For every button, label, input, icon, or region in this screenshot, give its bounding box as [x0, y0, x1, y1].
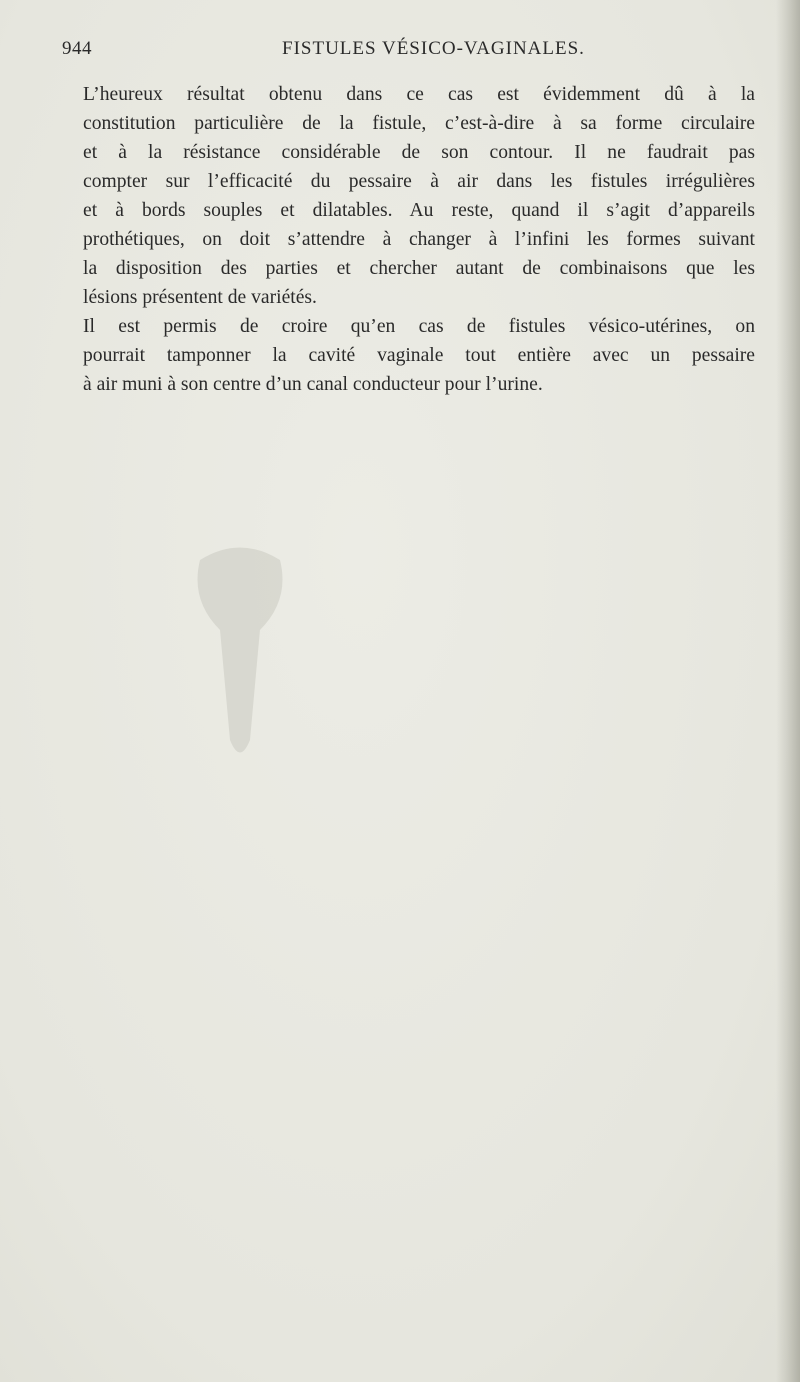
text-line: pourrait tamponner la cavité vaginale tout entière avec un pessaire	[83, 345, 755, 366]
page-number: 944	[62, 38, 92, 59]
page-header	[62, 38, 752, 64]
text-line: compter sur l’efficacité du pessaire à air dans les fistules irrégulières	[83, 171, 755, 192]
paragraph-2	[62, 312, 755, 399]
text-line: constitution particulière de la fistule, c’est-à-dire à sa forme circulaire	[83, 113, 755, 134]
show-through-illustration	[180, 540, 300, 780]
text-line: prothétiques, on doit s’attendre à changer à l’infini les formes suivant	[83, 229, 755, 250]
page-edge-shadow	[776, 0, 800, 1382]
text-line: et à bords souples et dilatables. Au reste, quand il s’agit d’appareils	[83, 200, 755, 221]
text-line: à air muni à son centre d’un canal conducteur pour l’urine.	[83, 374, 543, 395]
text-line: Il est permis de croire qu’en cas de fistules vésico-utérines, on	[83, 316, 755, 337]
text-line: lésions présentent de variétés.	[83, 287, 317, 308]
text-line: et à la résistance considérable de son contour. Il ne faudrait pas	[83, 142, 755, 163]
text-line: L’heureux résultat obtenu dans ce cas est évidemment dû à la	[83, 84, 755, 105]
running-title: FISTULES VÉSICO-VAGINALES.	[282, 38, 585, 59]
text-line: la disposition des parties et chercher autant de combinaisons que les	[83, 258, 755, 279]
paragraph-1	[62, 80, 755, 312]
body-text	[62, 80, 755, 399]
